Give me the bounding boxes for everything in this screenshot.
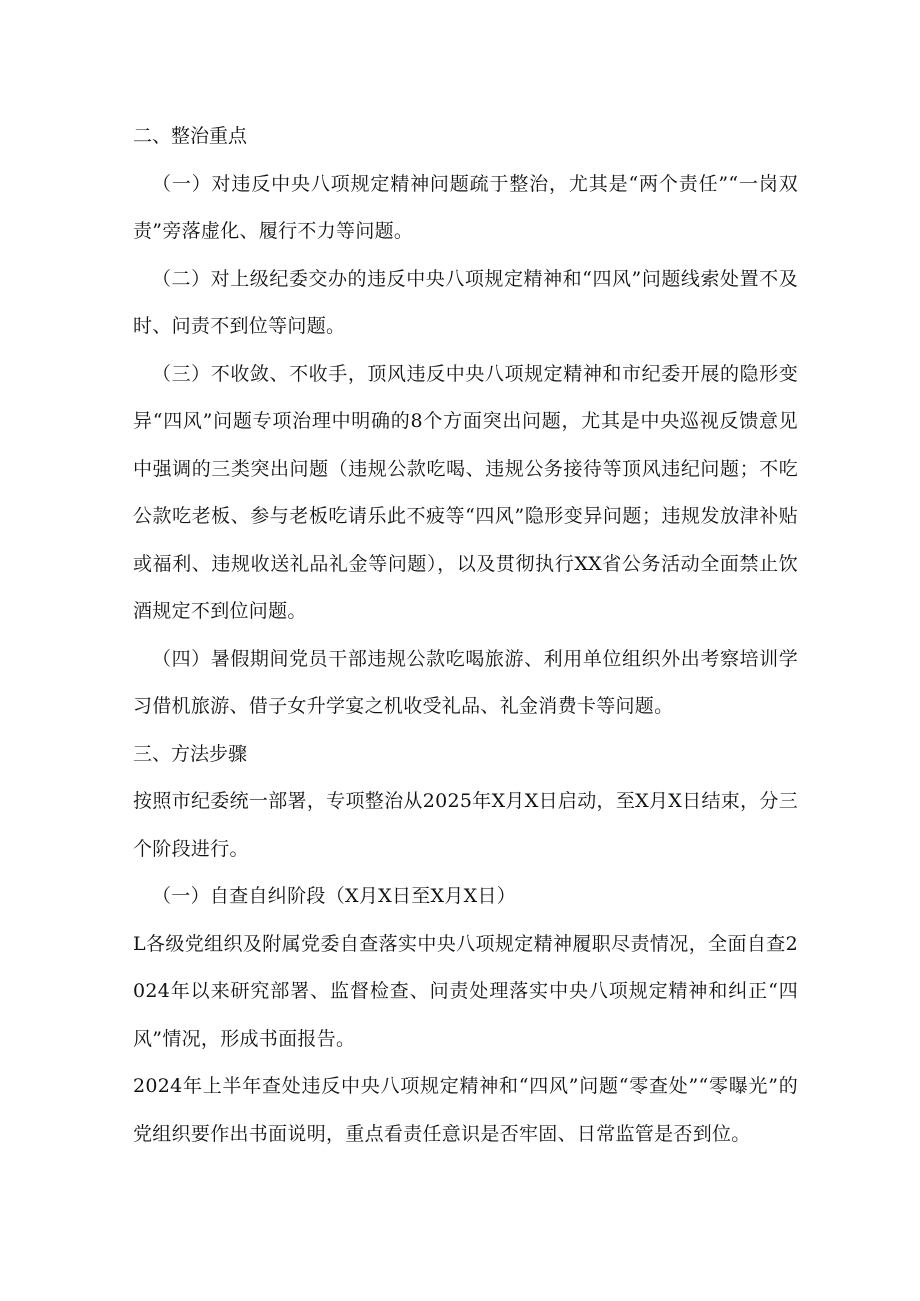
phase-heading-self-check: （一）自查自纠阶段（X月X日至X月X日） [152, 885, 517, 907]
methods-intro: 按照市纪委统一部署，专项整治从2025年X月X日启动，至X月X日结束，分三个阶段进行。 [133, 790, 798, 860]
focus-item-3: （三）不收敛、不收手，顶风违反中央八项规定精神和市纪委开展的隐形变异“四风”问题专项治理中明确的8个方面突出问题，尤其是中央巡视反馈意见中强调的三类突出问题（违规公款吃喝、违规公务接待等顶风违纪问题；不吃公款吃老板、参与老板吃请乐此不疲等“四风”隐形变异问题；违规发放津补贴或福利、违规收送礼品礼金等问题），以及贯彻执行XX省公务活动全面禁止饮酒规定不到位问题。 [133, 362, 798, 622]
section-heading-focus: 二、整治重点 [133, 125, 248, 147]
document-body [133, 113, 798, 1158]
self-check-paragraph-2: 2024年上半年查处违反中央八项规定精神和“四风”问题“零查处”“零曝光”的党组织要作出书面说明，重点看责任意识是否牢固、日常监管是否到位。 [133, 1075, 798, 1145]
focus-item-2: （二）对上级纪委交办的违反中央八项规定精神和“四风”问题线索处置不及时、问责不到位等问题。 [133, 267, 798, 337]
self-check-paragraph-1: L各级党组织及附属党委自查落实中央八项规定精神履职尽责情况，全面自查2024年以来研究部署、监督检查、问责处理落实中央八项规定精神和纠正“四风”情况，形成书面报告。 [133, 932, 798, 1050]
focus-item-4: （四）暑假期间党员干部违规公款吃喝旅游、利用单位组织外出考察培训学习借机旅游、借子女升学宴之机收受礼品、礼金消费卡等问题。 [133, 647, 798, 717]
focus-item-1: （一）对违反中央八项规定精神问题疏于整治，尤其是“两个责任”“一岗双责”旁落虚化、履行不力等问题。 [133, 172, 798, 242]
section-heading-methods: 三、方法步骤 [133, 742, 248, 765]
